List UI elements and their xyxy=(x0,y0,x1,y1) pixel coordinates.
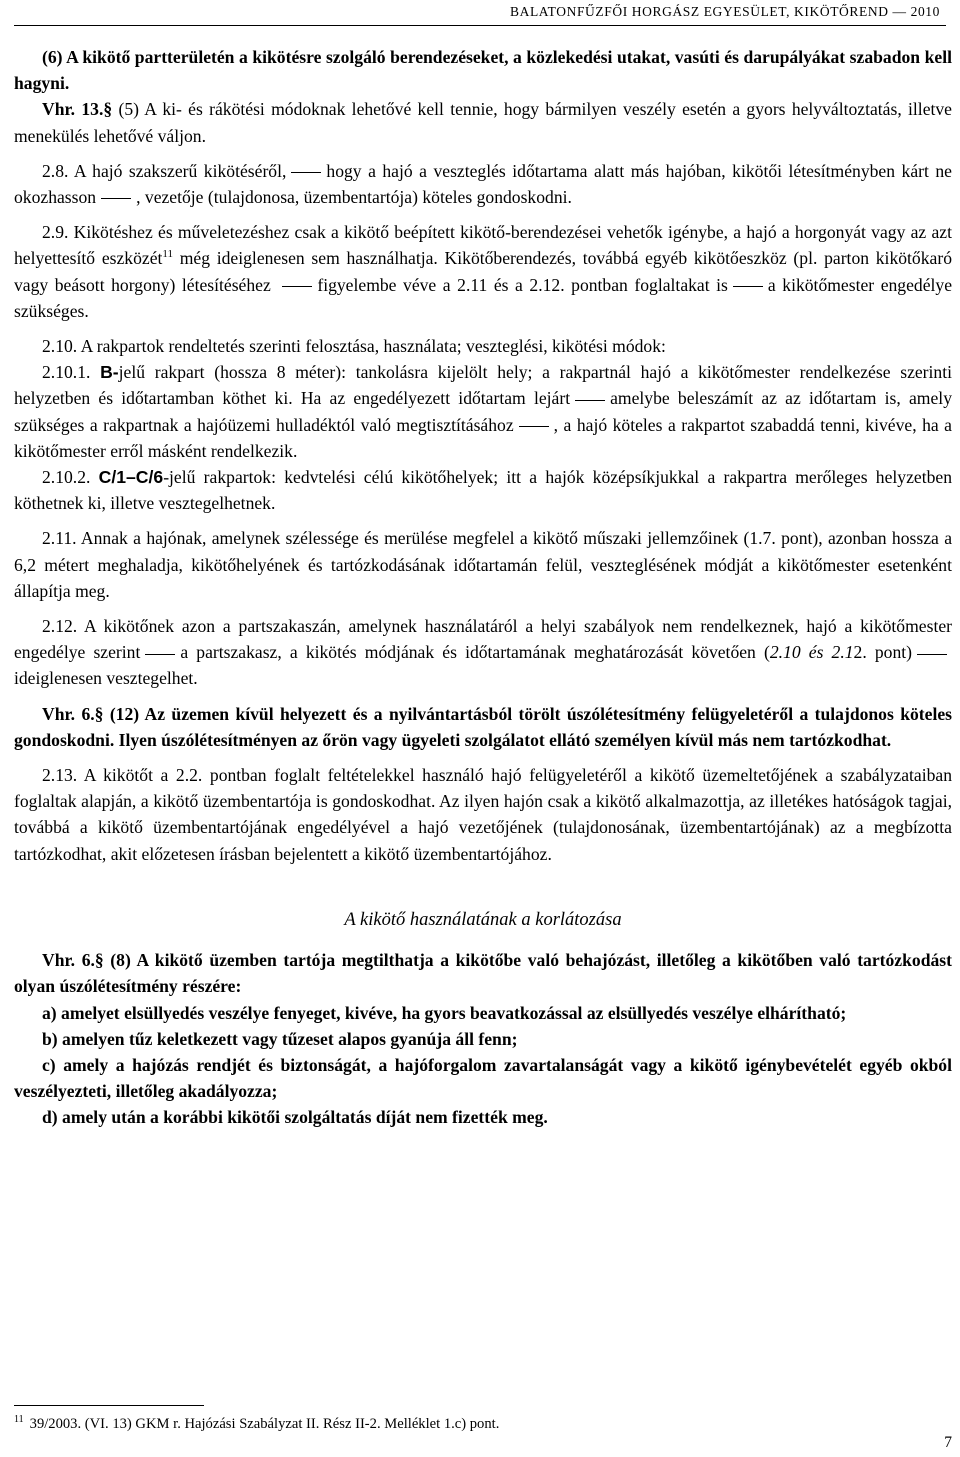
p2-9-d: a kikötőmester engedélye szükséges. xyxy=(14,274,953,321)
p2-10-1-num: 2.10.1. xyxy=(42,362,101,383)
vhr-13-text: (5) A ki- és rákötési módoknak lehetővé kell tennie, hogy bármilyen veszély esetén a gyors helyváltoztatás, illetve menekülés lehetővé váljon. xyxy=(14,99,952,146)
footnote-text: 39/2003. (VI. 13) GKM r. Hajózási Szabályzat II. Rész II-2. Melléklet 1.c) pont. xyxy=(29,1415,500,1432)
paragraph-vhr-6-12 xyxy=(14,701,952,753)
running-header: BALATONFŰZFŐI HORGÁSZ EGYESÜLET, KIKÖTŐREND — 2010 xyxy=(510,4,940,19)
vhr-13-ref: Vhr. 13.§ xyxy=(42,99,119,120)
vhr-6-12-text: (12) Az üzemen kívül helyezett és a nyilvántartásból törölt úszólétesítmény felügyeletéről a tulajdonos köteles gondoskodni. Ilyen úszólétesítményen az őrön vagy ügyeleti szolgálatot ellátó személyen kívül más nem tartózkodhat. xyxy=(14,703,952,750)
em-dash xyxy=(733,286,763,287)
p2-8-a: 2.8. A hajó szakszerű kikötéséről, xyxy=(42,160,287,181)
p2-12-e: ideiglenesen vesztegelhet. xyxy=(14,668,198,689)
em-dash xyxy=(917,654,947,655)
paragraph-vhr-13 xyxy=(14,96,952,148)
paragraph-2-10-1 xyxy=(14,359,952,464)
em-dash xyxy=(101,198,131,199)
em-dash xyxy=(519,426,549,427)
em-dash xyxy=(282,286,312,287)
paragraph-2-8 xyxy=(14,158,952,210)
vhr-6-8-text: (8) A kikötő üzemben tartója megtilthatja a kikötőbe való behajózást, illetőleg a kikötőben való tartózkodást olyan úszólétesítmény részére: xyxy=(14,950,952,997)
paragraph-6: (6) A kikötő partterületén a kikötésre szolgáló berendezéseket, a közlekedési utakat, vasúti és darupályákat szabadon kell hagyni. xyxy=(14,47,952,94)
p2-10-2-text: -jelű rakpartok: kedvtelési célú kikötőhelyek; itt a hajók középsíkjukkal a rakpartra merőleges helyzetben köthetnek ki, illetve vesztegelhetnek. xyxy=(14,467,952,514)
rakpart-code-b: B- xyxy=(100,362,119,383)
p2-12-d: 2. pont) xyxy=(853,642,913,663)
p2-10-2-num: 2.10.2. xyxy=(42,467,99,488)
section-title: A kikötő használatának a korlátozása xyxy=(344,909,622,930)
paragraph-2-13: 2.13. A kikötőt a 2.2. pontban foglalt feltételekkel használó hajó felügyeletéről a kikötő üzemeltetőjének a szabályzataiban foglaltak alapján, a kikötő üzembentartója is gondoskodhat. Az ilyen hajón csak a kikötő alkalmazottja, az illetékes hatóságok tagjai, továbbá a kikötő üzembentartójának engedélyével a hajó vezetőjének (tulajdonosának, üzembentartójának) az a megbízotta tartózkodhat, akit előzetesen írásban bejelentett a kikötő üzembentartójához. xyxy=(14,765,952,864)
paragraph-2-12 xyxy=(14,613,952,692)
p2-8-c: , vezetője (tulajdonosa, üzembentartója) köteles gondoskodni. xyxy=(136,187,572,208)
p2-9-c: figyelembe véve a 2.11 és a 2.12. pontban foglaltakat is xyxy=(317,274,728,295)
p2-10-1-b: amelybe beleszámít az az időtartam is, amely szükséges a rakpartnak a hajóüzemi hulladéktól való megtisztításához xyxy=(14,388,952,435)
p2-12-b: a partszakasz, a kikötés módjának és időtartamának meghatározását követően ( xyxy=(180,642,770,663)
page-number: 7 xyxy=(944,1434,952,1451)
list-item-a: a) amelyet elsüllyedés veszélye fenyeget, kivéve, ha gyors beavatkozással az elsüllyedés veszélye elhárítható; xyxy=(42,1002,847,1023)
list-item-d: d) amely után a korábbi kikötői szolgáltatás díját nem fizették meg. xyxy=(42,1107,548,1128)
paragraph-vhr-6-8 xyxy=(14,947,952,999)
em-dash xyxy=(145,654,175,655)
vhr-6-8-ref: Vhr. 6.§ xyxy=(42,950,111,971)
rakpart-code-c: C/1–C/6 xyxy=(98,467,164,488)
footnote xyxy=(14,1414,499,1433)
p2-9-a: 2.9. Kikötéshez és műveletezéshez csak a kikötő beépített kikötő-berendezései vehetők igénybe, a hajó a horgonyát vagy az azt helyettesítő eszközét xyxy=(14,222,952,269)
list-item-c: c) amely a hajózás rendjét és biztonságát, a hajóforgalom zavartalanságát vagy a kikötő igénybevételét egyéb okból veszélyezteti, illetőleg akadályozza; xyxy=(14,1054,952,1102)
p2-9-b: még ideiglenesen sem használhatja. Kikötőberendezés, továbbá egyéb kikötőeszköz (pl. parton kikötőkaró vagy beásott horgony) létesítéséhez xyxy=(14,248,952,295)
document-body xyxy=(14,44,952,1131)
p2-8-b: hogy a hajó a veszteglés időtartama alatt más hajóban, kikötői létesítményben kárt ne okozhasson xyxy=(14,160,952,208)
paragraph-2-11: 2.11. Annak a hajónak, amelynek szélessége és merülése megfelel a kikötő műszaki jellemzőinek (1.7. pont), azonban hossza a 6,2 métert meghaladja, kikötőhelyének és tartózkodásának időtartamán felül, veszteglésének módját a kikötőmester esetenként állapítja meg. xyxy=(14,528,952,601)
em-dash xyxy=(575,400,605,401)
paragraph-2-10-2 xyxy=(14,464,952,516)
list-item-b: b) amelyen tűz keletkezett vagy tűzeset alapos gyanúja áll fenn; xyxy=(42,1028,518,1049)
em-dash xyxy=(291,172,321,173)
p2-10-1-a: jelű rakpart (hossza 8 méter): tankolásra kijelölt hely; a rakpartnál hajó a kikötőmester rendelkezése szerinti helyzetben és időtartamban köthet ki. Ha az engedélyezett időtartam lejárt xyxy=(14,362,953,409)
footnote-number: 11 xyxy=(14,1414,24,1425)
header-rule xyxy=(14,25,946,26)
p2-12-a: 2.12. A kikötőnek azon a partszakaszán, amelynek használatáról a helyi szabályok nem rendelkeznek, hajó a kikötőmester engedélye szerint xyxy=(14,616,952,663)
paragraph-2-10: 2.10. A rakpartok rendeltetés szerinti felosztása, használata; veszteglési, kikötési módok: xyxy=(42,336,666,357)
footnote-rule xyxy=(14,1405,204,1406)
footnote-ref: 11 xyxy=(162,248,173,261)
p2-10-1-c: , a hajó köteles a rakpartot szabaddá tenni, kivéve, ha a kikötőmester erről másként rendelkezik. xyxy=(14,414,952,461)
paragraph-2-9 xyxy=(14,219,952,324)
p2-12-ref: 2.10 és 2.1 xyxy=(769,642,854,663)
vhr-6-ref: Vhr. 6.§ xyxy=(42,703,110,724)
